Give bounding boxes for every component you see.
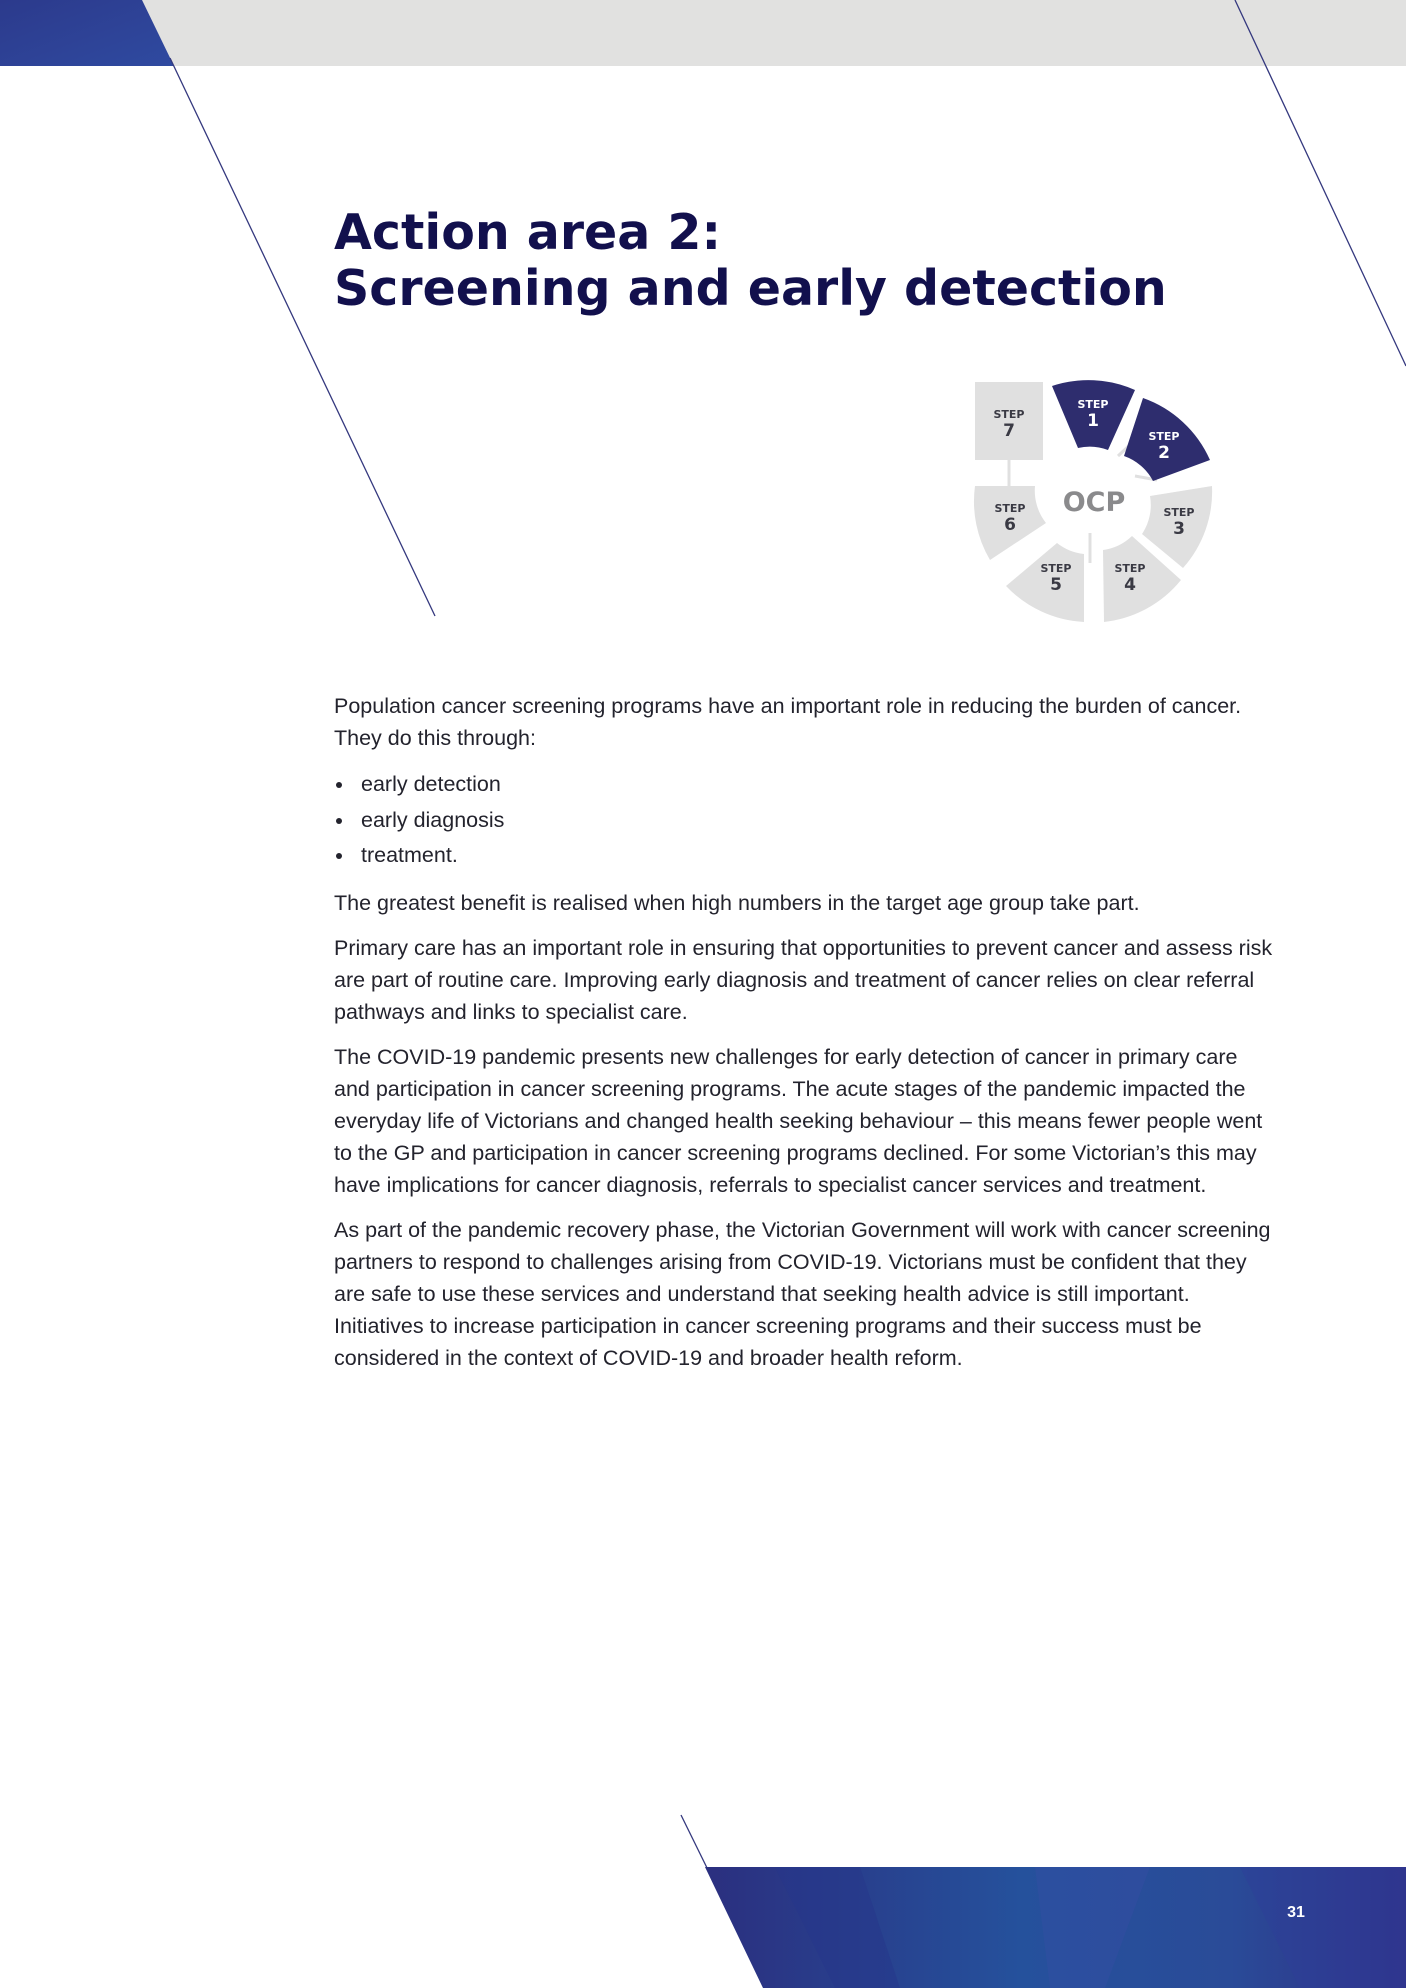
ocp-step-2-word: STEP — [1148, 430, 1180, 443]
ocp-step-7-number: 7 — [1003, 421, 1015, 441]
ocp-step-6-word: STEP — [994, 502, 1026, 515]
paragraph: As part of the pandemic recovery phase, the Victorian Government will work with cancer screening partners to respond to challenges arising from COVID-19. Victorians must be confident that they are safe to use these services and understand that seeking health advice is still important. Initiatives to increase participation in cancer screening programs and their success must be considered in the context of COVID-19 and broader health reform. — [334, 1217, 1271, 1370]
ocp-step-diagram — [970, 378, 1220, 628]
page-title-line-2: Screening and early detection — [334, 260, 1167, 317]
list-item: early detection — [334, 767, 1274, 803]
diagonal-line-bottom — [681, 1815, 710, 1874]
intro-paragraph: Population cancer screening programs have an important role in reducing the burden of cancer. They do this through: — [334, 694, 1242, 750]
ocp-step-2-number: 2 — [1158, 443, 1170, 463]
ocp-step-5-word: STEP — [1040, 562, 1072, 575]
ocp-step-1-word: STEP — [1077, 398, 1109, 411]
paragraph: The COVID-19 pandemic presents new challenges for early detection of cancer in primary care and participation in cancer screening programs. The acute stages of the pandemic impacted the everyday life of Victorians and changed health seeking behaviour – this means fewer people went to the GP and participation in cancer screening programs declined. For some Victorian’s this may have implications for cancer diagnosis, referrals to specialist cancer services and treatment. — [334, 1044, 1263, 1197]
ocp-step-6-number: 6 — [1004, 515, 1016, 535]
list-item: early diagnosis — [334, 803, 1274, 839]
benefit-list — [334, 767, 1274, 874]
ocp-step-7-word: STEP — [993, 408, 1025, 421]
ocp-step-1-number: 1 — [1087, 411, 1099, 431]
ocp-step-5-segment — [1006, 543, 1084, 622]
ocp-step-4-word: STEP — [1114, 562, 1146, 575]
diagonal-line-left — [170, 58, 435, 616]
top-grey-band — [0, 0, 1406, 66]
ocp-center-label: OCP — [1062, 487, 1126, 518]
paragraph: The greatest benefit is realised when high numbers in the target age group take part. — [334, 890, 1140, 915]
body-text — [334, 690, 1274, 1387]
page-title — [334, 205, 1167, 317]
ocp-step-3-number: 3 — [1173, 519, 1185, 539]
list-item: treatment. — [334, 838, 1274, 874]
ocp-step-4-number: 4 — [1124, 575, 1136, 595]
ocp-step-5-number: 5 — [1050, 575, 1062, 595]
paragraph: Primary care has an important role in ensuring that opportunities to prevent cancer and assess risk are part of routine care. Improving early diagnosis and treatment of cancer relies on clear referral pathways and links to specialist care. — [334, 935, 1273, 1024]
ocp-step-3-word: STEP — [1163, 506, 1195, 519]
page-number: 31 — [1287, 1904, 1305, 1921]
page-title-line-1: Action area 2: — [334, 204, 722, 261]
